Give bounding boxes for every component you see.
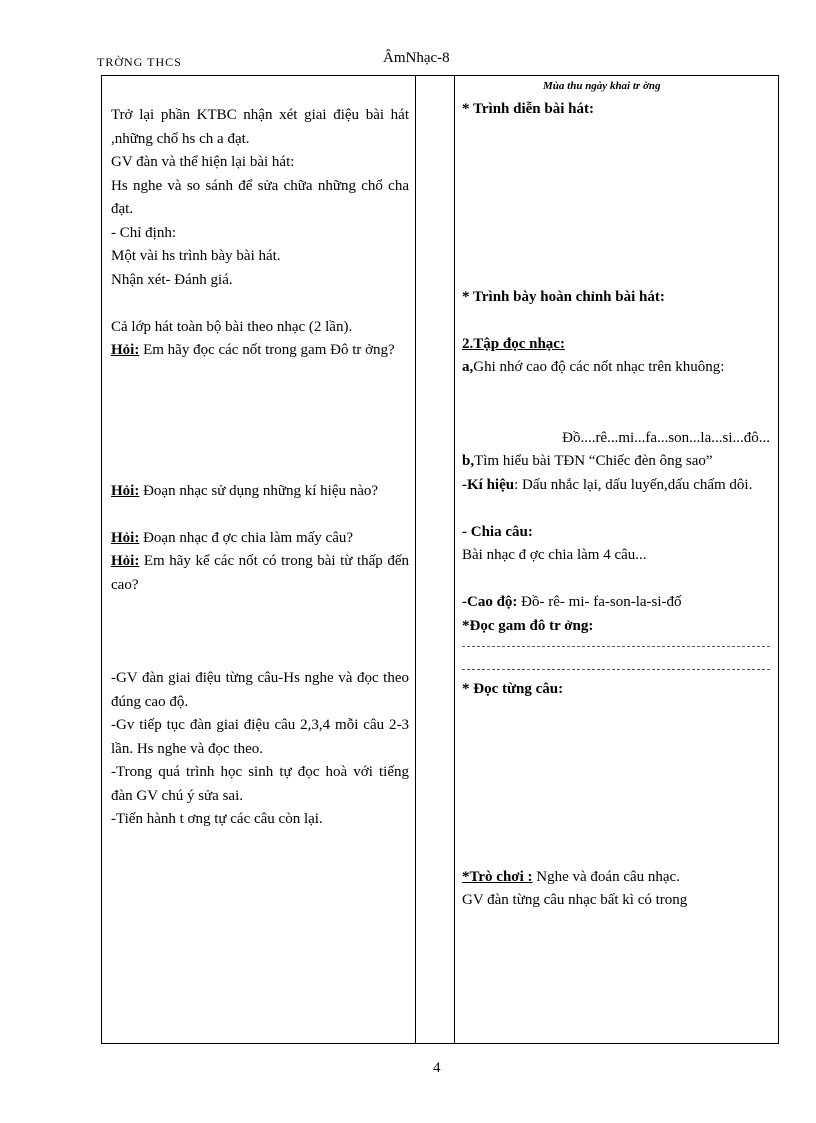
phrases-text: Bài nhạc đ ợc chia làm 4 câu... bbox=[462, 547, 647, 563]
left-paragraph: GV đàn và thể hiện lại bài hát: bbox=[111, 154, 295, 170]
question-text: Em hãy đọc các nốt trong gam Đô tr ởng? bbox=[139, 342, 395, 358]
left-paragraph: -Trong quá trình học sinh tự đọc hoà với tiếng đàn GV chú ý sửa sai. bbox=[111, 764, 409, 804]
item-text: Ghi nhớ cao độ các nốt nhạc trên khuông: bbox=[473, 359, 725, 375]
teacher-activities-column bbox=[111, 104, 409, 832]
item-label: a, bbox=[462, 359, 474, 375]
left-paragraph: Một vài hs trình bày bài hát. bbox=[111, 248, 281, 264]
dotted-line bbox=[462, 669, 770, 670]
left-paragraph: -Tiến hành t ơng tự các câu còn lại. bbox=[111, 811, 323, 827]
pitch-line bbox=[462, 591, 770, 615]
question-label: Hỏi: bbox=[111, 342, 140, 358]
question-3 bbox=[111, 527, 409, 551]
question-text: Đoạn nhạc sử dụng những kí hiệu nào? bbox=[139, 482, 379, 499]
question-2 bbox=[111, 480, 409, 504]
note-names: Đồ....rê...mi...fa...son...la...si...đô... bbox=[562, 429, 770, 446]
item-label: b, bbox=[462, 453, 475, 469]
left-paragraph: -Gv tiếp tục đàn giai điệu câu 2,3,4 mỗi câu 2-3 lần. Hs nghe và đọc theo. bbox=[111, 717, 409, 757]
question-1 bbox=[111, 339, 409, 363]
symbols-label: -Kí hiệu bbox=[462, 476, 515, 493]
heading-complete-song: * Trình bày hoàn chỉnh bài hát: bbox=[462, 288, 665, 305]
item-text: Tìm hiểu bài TĐN “Chiếc đèn ông sao” bbox=[474, 453, 713, 469]
read-phrases-label: * Đọc từng câu: bbox=[462, 681, 564, 697]
right-last-line: GV đàn từng câu nhạc bất kì có trong bbox=[462, 892, 688, 908]
column-divider-2 bbox=[454, 76, 455, 1043]
header-school: TRỜNG THCS bbox=[97, 55, 182, 69]
scale-reading-label: *Đọc gam đô tr ởng: bbox=[462, 617, 594, 634]
pitch-label: -Cao độ: bbox=[462, 594, 518, 610]
heading-perform-song: * Trình diễn bài hát: bbox=[462, 101, 594, 117]
left-paragraph: Nhận xét- Đánh giá. bbox=[111, 271, 233, 288]
lesson-table bbox=[101, 75, 779, 1044]
page-number: 4 bbox=[433, 1060, 441, 1076]
content-column bbox=[462, 98, 770, 913]
question-label: Hỏi: bbox=[111, 482, 140, 499]
question-text: Em hãy kể các nốt có trong bài từ thấp đến cao? bbox=[111, 553, 409, 593]
pitch-text: Đồ- rê- mi- fa-son-la-si-đố bbox=[517, 594, 682, 610]
question-text: Đoạn nhạc đ ợc chia làm mấy câu? bbox=[139, 529, 354, 546]
left-paragraph: Hs nghe và so sánh để sửa chữa những chổ cha đạt. bbox=[111, 177, 409, 217]
heading-sight-reading: 2.Tập đọc nhạc: bbox=[462, 335, 565, 352]
column-divider-1 bbox=[415, 76, 416, 1043]
question-label: Hỏi: bbox=[111, 529, 140, 546]
left-paragraph: -GV đàn giai điệu từng câu-Hs nghe và đọc theo đúng cao độ. bbox=[111, 670, 409, 710]
question-label: Hỏi: bbox=[111, 553, 140, 569]
left-paragraph: Cả lớp hát toàn bộ bài theo nhạc (2 lần). bbox=[111, 318, 353, 335]
song-title: Mùa thu ngày khai tr ờng bbox=[543, 80, 661, 92]
left-paragraph: Trở lại phần KTBC nhận xét giai điệu bài hát ,những chổ hs ch a đạt. bbox=[111, 107, 409, 147]
game-line bbox=[462, 866, 770, 890]
question-4 bbox=[111, 550, 409, 597]
item-a bbox=[462, 356, 770, 380]
game-text: Nghe và đoán câu nhạc. bbox=[532, 868, 680, 885]
symbols-text: : Dấu nhắc lại, dấu luyến,dấu chấm dôi. bbox=[514, 476, 753, 493]
game-label: *Trò chơi : bbox=[462, 868, 533, 885]
left-paragraph: - Chỉ định: bbox=[111, 224, 177, 241]
phrases-label: - Chia câu: bbox=[462, 523, 533, 540]
dotted-line bbox=[462, 646, 770, 647]
header-subject: ÂmNhạc-8 bbox=[383, 50, 450, 66]
symbols-line bbox=[462, 474, 770, 498]
item-b bbox=[462, 450, 770, 474]
